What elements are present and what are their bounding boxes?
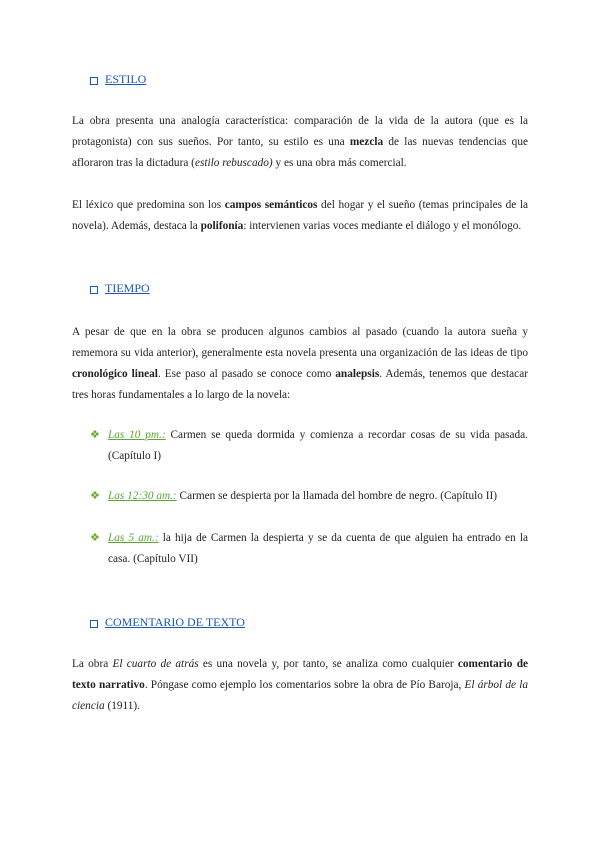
checkbox-square-icon xyxy=(90,77,98,85)
list-item xyxy=(90,425,528,467)
list-item xyxy=(90,528,528,570)
text: . Póngase como ejemplo los comentarios sobre la obra de Pío Baroja, xyxy=(144,679,465,691)
text: del hogar y el sueño (temas principales de la novela). Además, destaca la xyxy=(72,199,529,232)
estilo-paragraph-1 xyxy=(72,111,528,174)
italic-text: estilo rebuscado) xyxy=(194,157,273,169)
text: es una novela y, por tanto, se analiza como cualquier xyxy=(198,658,458,670)
text: La obra xyxy=(72,658,113,670)
text: : intervienen varias voces mediante el diálogo y el monólogo. xyxy=(243,220,522,232)
heading-comentario-text: COMENTARIO DE TEXTO xyxy=(105,615,245,629)
text: El léxico que predomina son los xyxy=(72,199,225,211)
bold-text: comentario de texto narrativo xyxy=(72,658,528,691)
italic-text: El cuarto de atrás xyxy=(112,658,199,670)
text: A pesar de que en la obra se producen algunos cambios al pasado (cuando la autora sueña y rememora su vida anterior), generalmente esta novela presenta una organización de las ideas de tipo xyxy=(72,326,528,359)
text: . Ese paso al pasado se conoce como xyxy=(157,368,336,380)
heading-estilo xyxy=(90,72,146,87)
bold-text: analepsis xyxy=(335,368,380,380)
list-item xyxy=(90,486,528,507)
list-item-text xyxy=(108,425,528,467)
text: (1911). xyxy=(104,700,140,712)
heading-comentario xyxy=(90,615,245,630)
italic-text: El árbol de la ciencia xyxy=(72,679,528,712)
bold-text: polifonía xyxy=(200,220,244,232)
heading-tiempo-text: TIEMPO xyxy=(105,281,150,295)
four-diamond-star-icon: ❖ xyxy=(90,532,100,544)
heading-estilo-text: ESTILO xyxy=(105,72,147,86)
comentario-paragraph-1 xyxy=(72,654,528,717)
bold-text: mezcla xyxy=(349,136,384,148)
list-item-text xyxy=(108,528,528,570)
bold-text: cronológico lineal xyxy=(72,368,158,380)
text: de las nuevas tendencias que afloraron tras la dictadura ( xyxy=(72,136,528,169)
text: la hija de Carmen la despierta y se da cuenta de que alguien ha entrado en la casa. (Capítulo VII) xyxy=(108,532,528,565)
checkbox-square-icon xyxy=(90,286,98,294)
heading-tiempo xyxy=(90,281,150,296)
text: Carmen se queda dormida y comienza a recordar cosas de su vida pasada. (Capítulo I) xyxy=(108,429,529,462)
text: La obra presenta una analogía característica: comparación de la vida de la autora (que es la protagonista) con sus sueños. Por tanto, su estilo es una xyxy=(72,115,528,148)
text: y es una obra más comercial. xyxy=(272,157,407,169)
text: . Además, tenemos que destacar tres horas fundamentales a lo largo de la novela: xyxy=(72,368,528,401)
four-diamond-star-icon: ❖ xyxy=(90,429,100,441)
checkbox-square-icon xyxy=(90,620,98,628)
time-label: Las 12:30 am.: xyxy=(108,490,177,502)
time-label: Las 5 am.: xyxy=(108,532,159,544)
text: Carmen se despierta por la llamada del hombre de negro. (Capítulo II) xyxy=(176,490,498,502)
tiempo-paragraph-1 xyxy=(72,322,528,406)
list-item-text xyxy=(108,486,528,507)
four-diamond-star-icon: ❖ xyxy=(90,490,100,502)
estilo-paragraph-2 xyxy=(72,195,528,237)
time-label: Las 10 pm.: xyxy=(108,429,166,441)
bold-text: campos semánticos xyxy=(224,199,318,211)
